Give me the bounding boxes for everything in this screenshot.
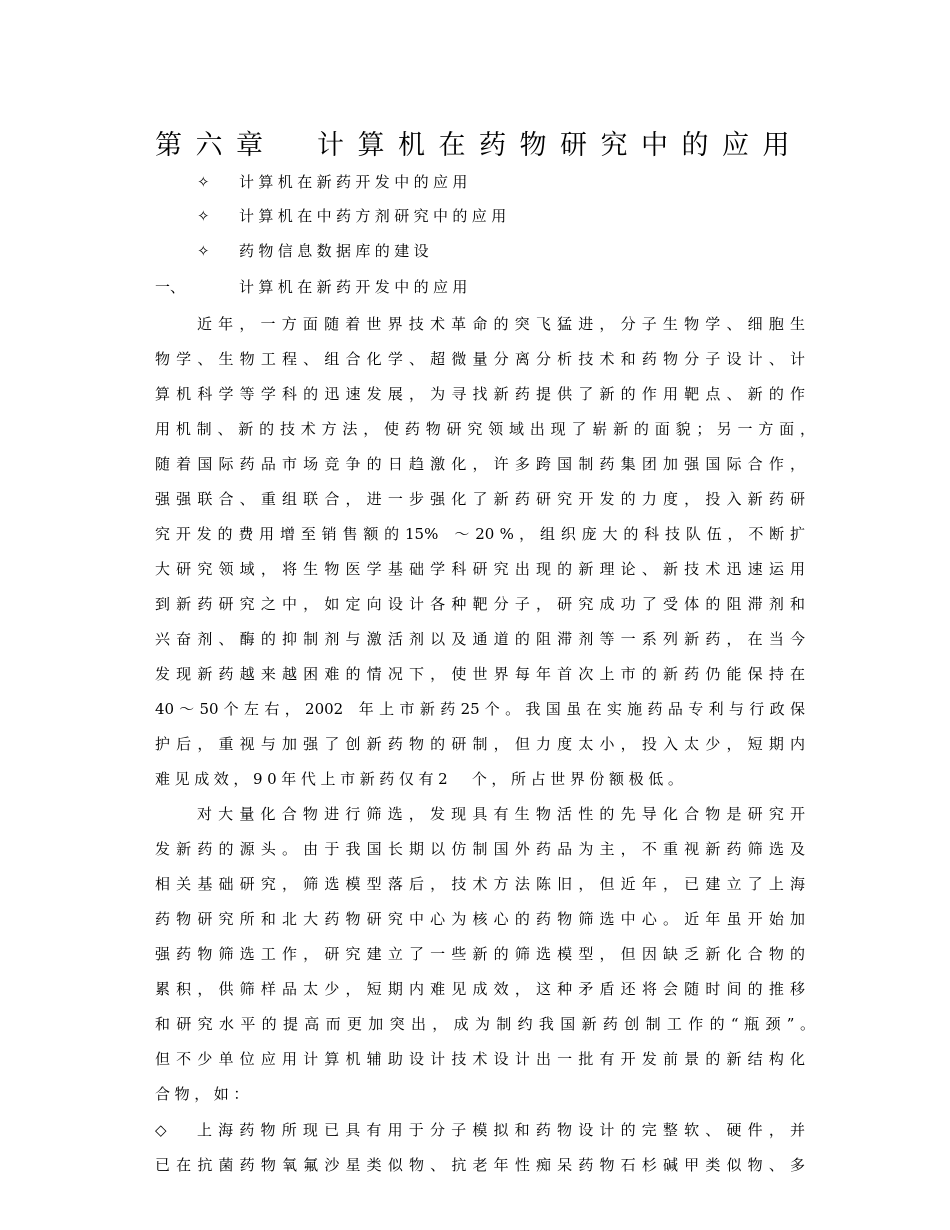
sparkle-bullet-icon: ✧ [197, 173, 210, 191]
outline-item-text: 药物信息数据库的建设 [239, 242, 434, 260]
list-item-line: 上 海 药 物 所 现 已 具 有 用 于 分 子 模 拟 和 药 物 设 计 的 完 整 软 、 硬 件 ， 并 [197, 1121, 805, 1139]
outline-item-text: 计算机在新药开发中的应用 [239, 173, 472, 191]
paragraph-line: 兴 奋 剂 、 酶 的 抑 制 剂 与 激 活 剂 以 及 通 道 的 阻 滞 剂 等 一 系 列 新 药 ， 在 当 今 [155, 630, 805, 648]
paragraph-line: 对 大 量 化 合 物 进 行 筛 选 ， 发 现 具 有 生 物 活 性 的 先 导 化 合 物 是 研 究 开 [197, 805, 805, 823]
paragraph-line: 随 着 国 际 药 品 市 场 竞 争 的 日 趋 激 化 ， 许 多 跨 国 制 药 集 团 加 强 国 际 合 作 ， [155, 455, 805, 473]
paragraph-line: 究 开 发 的 费 用 增 至 销 售 额 的 15% ～ 20 % ， 组 织 庞 大 的 科 技 队 伍 ， 不 断 扩 [155, 525, 805, 543]
paragraph-line: 物 学 、 生 物 工 程 、 组 合 化 学 、 超 微 量 分 离 分 析 技 术 和 药 物 分 子 设 计 、 计 [155, 350, 805, 368]
paragraph-line: 强 药 物 筛 选 工 作 ， 研 究 建 立 了 一 些 新 的 筛 选 模 型 ， 但 因 缺 乏 新 化 合 物 的 [155, 945, 805, 963]
paragraph-line: 护 后 ， 重 视 与 加 强 了 创 新 药 物 的 研 制 ， 但 力 度 太 小 ， 投 入 太 少 ， 短 期 内 [155, 735, 805, 753]
outline-item-text: 计算机在中药方剂研究中的应用 [239, 207, 511, 225]
paragraph-line: 40 ～ 50 个 左 右 ， 2002 年 上 市 新 药 25 个 。 我 国 虽 在 实 施 药 品 专 利 与 行 政 保 [155, 700, 805, 718]
paragraph-line: 近 年 ， 一 方 面 随 着 世 界 技 术 革 命 的 突 飞 猛 进 ， 分 子 生 物 学 、 细 胞 生 [197, 315, 805, 333]
paragraph-line: 发 现 新 药 越 来 越 困 难 的 情 况 下 ， 使 世 界 每 年 首 次 上 市 的 新 药 仍 能 保 持 在 [155, 665, 805, 683]
paragraph-line: 和 研 究 水 平 的 提 高 而 更 加 突 出 ， 成 为 制 约 我 国 新 药 创 制 工 作 的 “ 瓶 颈 ” 。 [155, 1015, 815, 1033]
paragraph-line: 合物，如： [155, 1085, 254, 1103]
sparkle-bullet-icon: ✧ [197, 207, 210, 225]
paragraph-line: 难见成效，90年代上市新药仅有2 个，所占世界份额极低。 [155, 770, 688, 788]
paragraph-line: 到 新 药 研 究 之 中 ， 如 定 向 设 计 各 种 靶 分 子 ， 研 究 成 功 了 受 体 的 阻 滞 剂 和 [155, 595, 805, 613]
section-title: 计算机在新药开发中的应用 [239, 278, 472, 296]
list-item-line: 已 在 抗 菌 药 物 氧 氟 沙 星 类 似 物 、 抗 老 年 性 痴 呆 药 物 石 杉 碱 甲 类 似 物 、 多 [155, 1156, 805, 1174]
paragraph-line: 用 机 制 、 新 的 技 术 方 法 ， 使 药 物 研 究 领 域 出 现 了 崭 新 的 面 貌 ； 另 一 方 面 ， [155, 420, 815, 438]
paragraph-line: 大 研 究 领 域 ， 将 生 物 医 学 基 础 学 科 研 究 出 现 的 新 理 论 、 新 技 术 迅 速 运 用 [155, 560, 805, 578]
paragraph-line: 算 机 科 学 等 学 科 的 迅 速 发 展 ， 为 寻 找 新 药 提 供 了 新 的 作 用 靶 点 、 新 的 作 [155, 385, 805, 403]
paragraph-line: 药 物 研 究 所 和 北 大 药 物 研 究 中 心 为 核 心 的 药 物 筛 选 中 心 。 近 年 虽 开 始 加 [155, 910, 805, 928]
diamond-bullet-icon: ◇ [155, 1121, 167, 1139]
paragraph-line: 但 不 少 单 位 应 用 计 算 机 辅 助 设 计 技 术 设 计 出 一 批 有 开 发 前 景 的 新 结 构 化 [155, 1050, 805, 1068]
paragraph-line: 相 关 基 础 研 究 ， 筛 选 模 型 落 后 ， 技 术 方 法 陈 旧 ， 但 近 年 ， 已 建 立 了 上 海 [155, 875, 805, 893]
chapter-title: 第六章 计算机在药物研究中的应用 [155, 130, 803, 161]
sparkle-bullet-icon: ✧ [197, 242, 210, 260]
paragraph-line: 发 新 药 的 源 头 。 由 于 我 国 长 期 以 仿 制 国 外 药 品 为 主 ， 不 重 视 新 药 筛 选 及 [155, 840, 805, 858]
section-number: 一、 [155, 278, 186, 296]
paragraph-line: 累 积 ， 供 筛 样 品 太 少 ， 短 期 内 难 见 成 效 ， 这 种 矛 盾 还 将 会 随 时 间 的 推 移 [155, 980, 805, 998]
paragraph-line: 强 强 联 合 、 重 组 联 合 ， 进 一 步 强 化 了 新 药 研 究 开 发 的 力 度 ， 投 入 新 药 研 [155, 490, 805, 508]
